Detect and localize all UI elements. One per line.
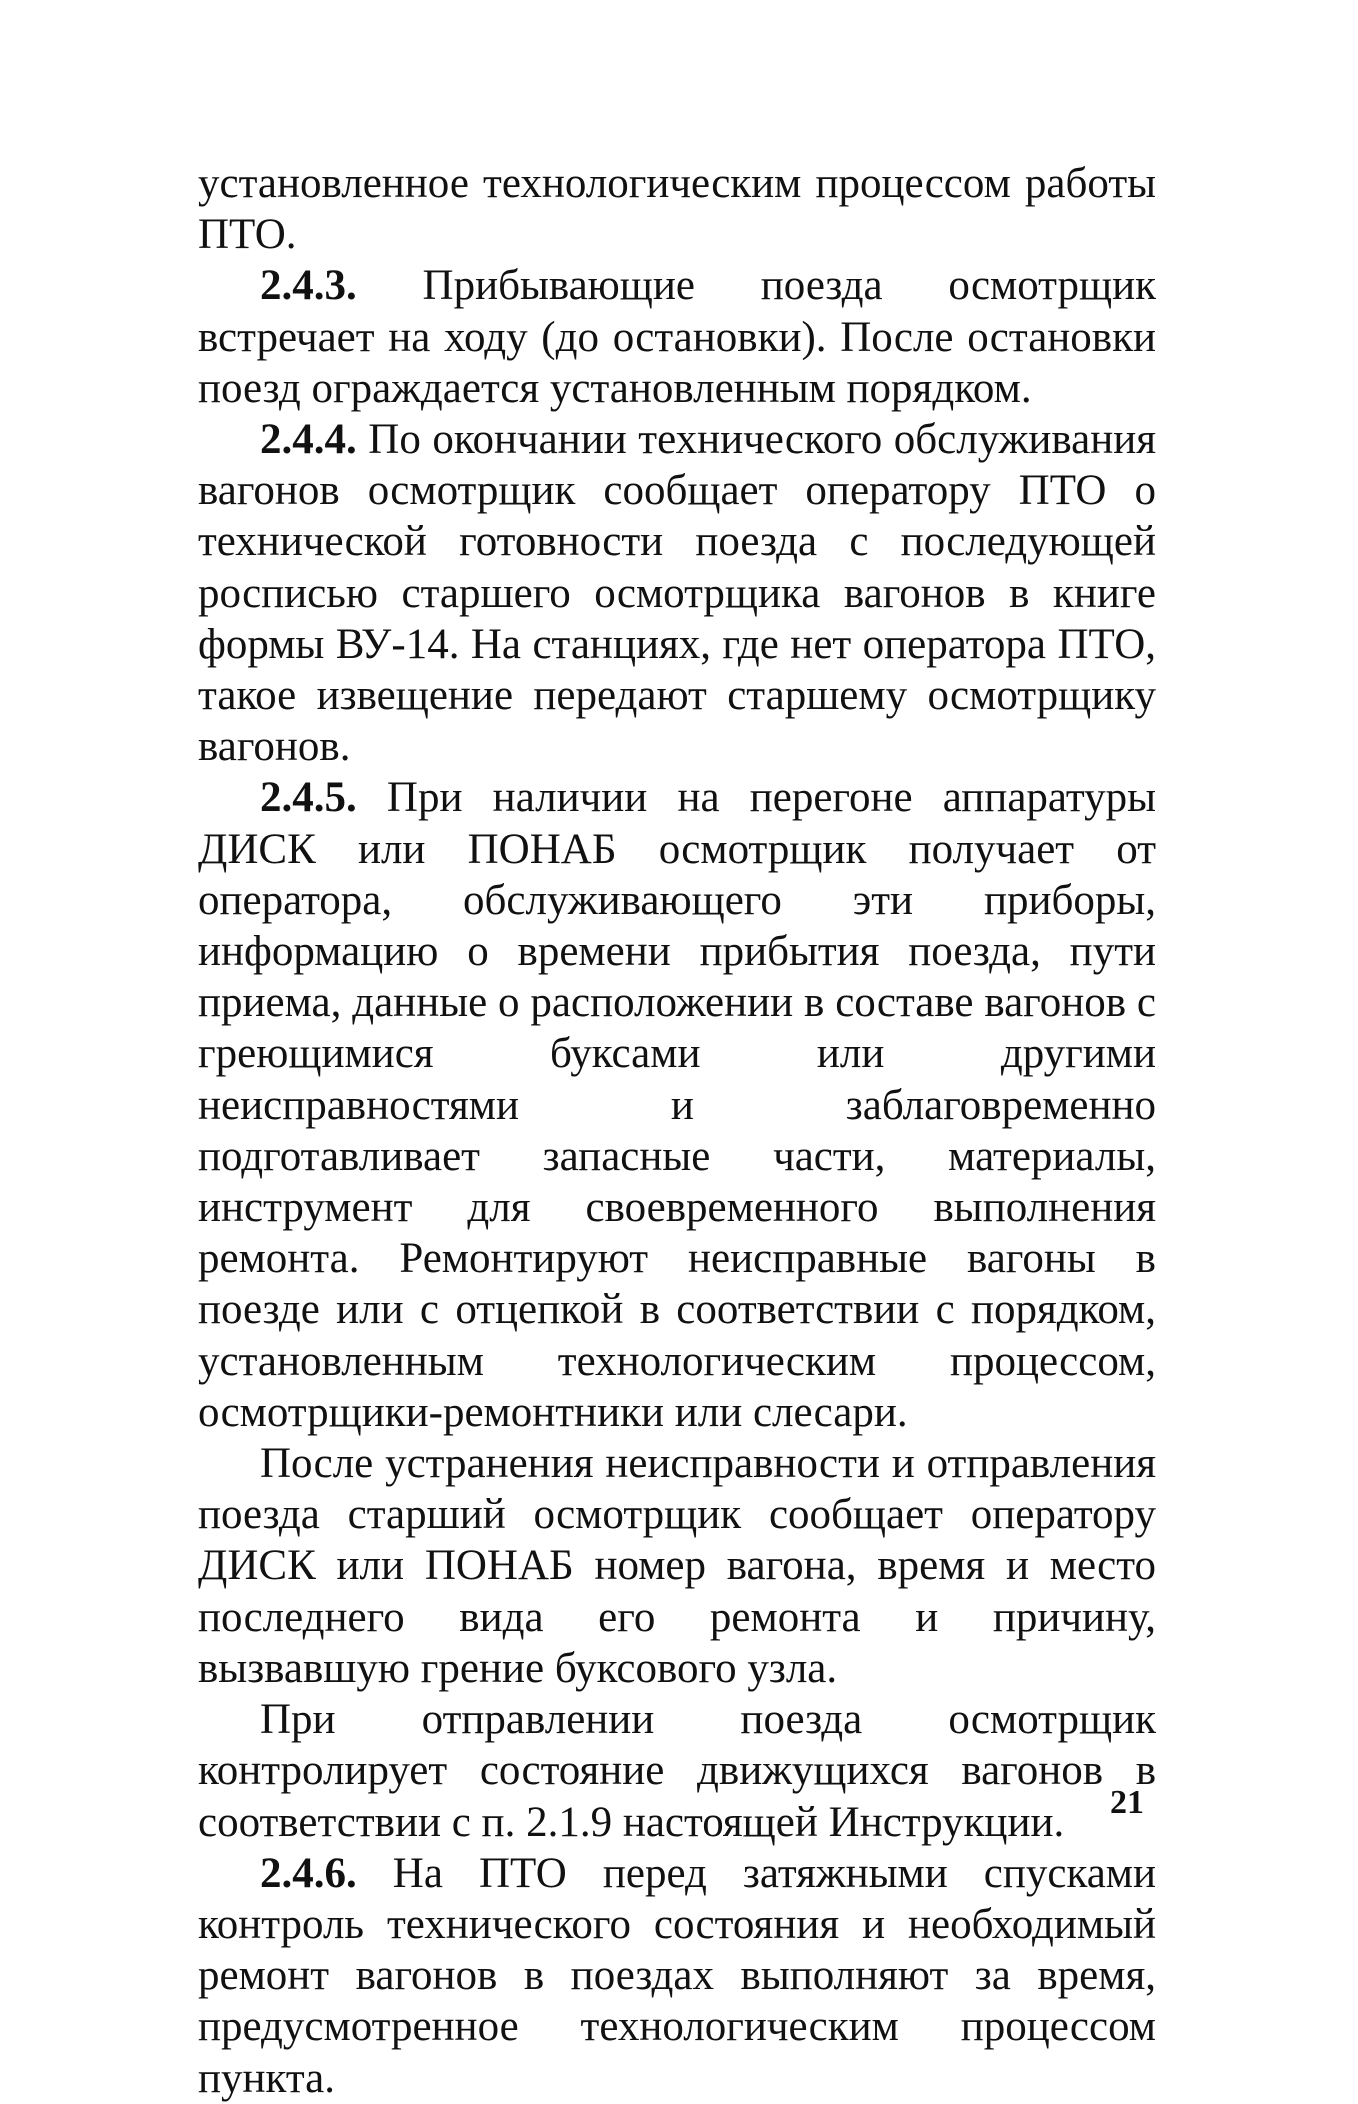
paragraph-2-4-3: [198, 260, 1156, 414]
paragraph-text: По окончании технического обслуживания вагонов осмотрщик сообщает оператору ПТО о технической готовности поезда с последующей росписью старшего осмотрщика вагонов в книге формы ВУ-14. На станциях, где нет оператора ПТО, такое извещение передают старшему осмотрщику вагонов.: [198, 416, 1156, 771]
paragraph-2-4-4: [198, 414, 1156, 772]
paragraph-after-repair: [198, 1438, 1156, 1694]
clause-number: 2.4.5.: [260, 774, 357, 822]
paragraph-departure-control: [198, 1694, 1156, 1848]
paragraph-text: При наличии на перегоне аппаратуры ДИСК или ПОНАБ осмотрщик получает от оператора, обслуживающего эти приборы, информацию о времени прибытия поезда, пути приема, данные о расположении в составе вагонов с греющимися буксами или другими неисправностями и заблаговременно подготавливает запасные части, материалы, инструмент для своевременного выполнения ремонта. Ремонтируют неисправные вагоны в поезде или с отцепкой в соответствии с порядком, установленным технологическим процессом, осмотрщики-ремонтники или слесари.: [198, 774, 1156, 1436]
paragraph-2-4-6: [198, 1848, 1156, 2104]
paragraph-2-4-5: [198, 772, 1156, 1438]
paragraph-text: При отправлении поезда осмотрщик контролирует состояние движущихся вагонов в соответствии с п. 2.1.9 настоящей Инструкции.: [198, 1696, 1156, 1846]
clause-number: 2.4.6.: [260, 1849, 357, 1897]
paragraph-text: установленное технологическим процессом работы ПТО.: [198, 160, 1156, 259]
page-body: [198, 158, 1156, 2104]
paragraph-text: После устранения неисправности и отправления поезда старший осмотрщик сообщает оператору ДИСК или ПОНАБ номер вагона, время и место последнего вида его ремонта и причину, вызвавшую грение буксового узла.: [198, 1440, 1156, 1692]
page-number: 21: [1110, 1784, 1144, 1821]
clause-number: 2.4.3.: [260, 262, 357, 310]
paragraph-text: Прибывающие поезда осмотрщик встречает на ходу (до остановки). После остановки поезд ограждается установленным порядком.: [198, 262, 1156, 412]
clause-number: 2.4.4.: [260, 416, 357, 464]
paragraph-continuation: [198, 158, 1156, 260]
paragraph-text: На ПТО перед затяжными спусками контроль технического состояния и необходимый ремонт вагонов в поездах выполняют за время, предусмотренное технологическим процессом пункта.: [198, 1849, 1156, 2102]
